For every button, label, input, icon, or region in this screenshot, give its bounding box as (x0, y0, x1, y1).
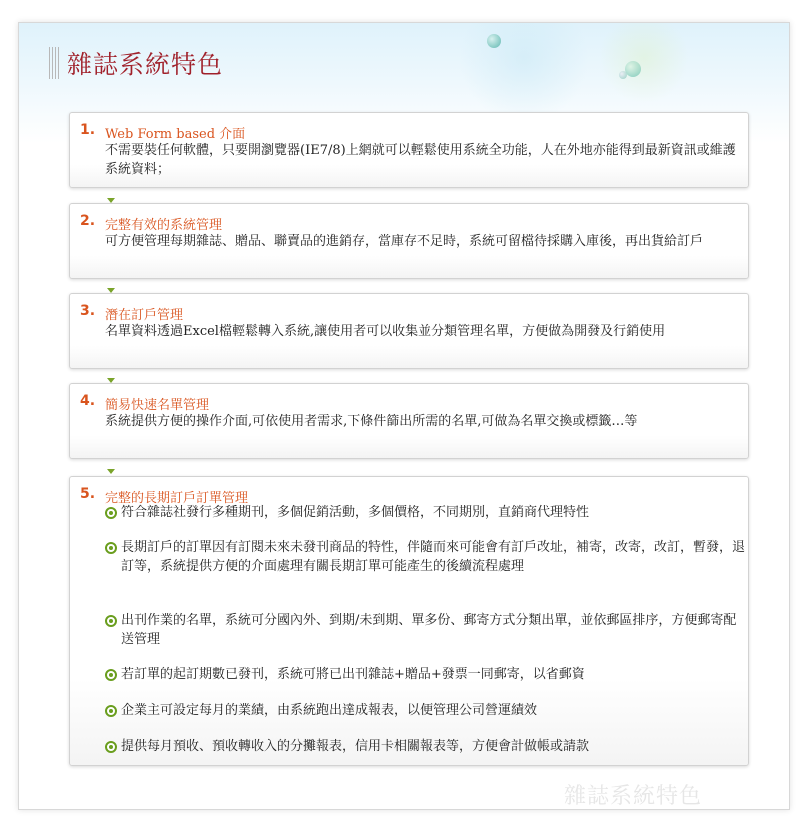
list-item-text: 提供每月預收、預收轉收入的分攤報表，信用卡相關報表等，方便會計做帳或請款 (121, 739, 590, 754)
list-item-text: 企業主可設定每月的業績，由系統跑出達成報表，以便管理公司營運績效 (121, 703, 538, 718)
list-item (105, 737, 747, 756)
feature-panel (18, 22, 790, 810)
list-item-text: 若訂單的起訂期數已發刊，系統可將已出刊雜誌+贈品+發票一同郵寄，以省郵資 (121, 667, 585, 682)
feature-number: 5. (80, 486, 96, 502)
list-item (105, 503, 747, 522)
list-item (105, 665, 747, 684)
bullet-icon (105, 705, 117, 717)
feature-heading: 簡易快速名單管理 (105, 398, 210, 413)
feature-description: 可方便管理每期雜誌、贈品、聯賣品的進銷存，當庫存不足時，系統可留檔待採購入庫後，再出貨給訂戶 (105, 234, 704, 249)
feature-heading: 完整有效的系統管理 (105, 218, 223, 233)
feature-description: 不需要裝任何軟體，只要開瀏覽器(IE7/8)上網就可以輕鬆使用系統全功能，人在外地亦能得到最新資訊或維護系統資料； (105, 143, 736, 177)
bullet-icon (105, 542, 117, 554)
feature-number: 3. (80, 303, 96, 319)
list-item-text: 長期訂戶的訂單因有訂閱未來未發刊商品的特性，伴隨而來可能會有訂戶改址，補寄，改寄，改訂，暫發，退訂等，系統提供方便的介面處理有關長期訂單可能產生的後續流程處理 (121, 540, 746, 574)
feature-description: 系統提供方便的操作介面,可依使用者需求,下條件篩出所需的名單,可做為名單交換或標籤…等 (105, 414, 638, 429)
list-item (105, 701, 747, 720)
down-arrow-icon (107, 469, 115, 474)
feature-number: 2. (80, 213, 96, 229)
list-item-text: 符合雜誌社發行多種期刊，多個促銷活動，多個價格，不同期別，直銷商代理特性 (121, 505, 590, 520)
feature-heading: Web Form based 介面 (105, 127, 246, 142)
feature-heading: 完整的長期訂戶訂單管理 (105, 491, 249, 506)
feature-heading: 潛在訂戶管理 (105, 308, 184, 323)
bullet-icon (105, 669, 117, 681)
title-marker (49, 47, 59, 79)
watermark: 雜誌系統特色 (564, 784, 703, 809)
feature-card-5 (69, 476, 749, 766)
page-title: 雜誌系統特色 (67, 50, 224, 79)
decorative-bubble (487, 34, 501, 48)
feature-number: 1. (80, 122, 96, 138)
bullet-icon (105, 507, 117, 519)
feature-card-2 (69, 203, 749, 279)
feature-card-3 (69, 293, 749, 369)
decorative-bubble (599, 22, 689, 103)
bullet-icon (105, 615, 117, 627)
feature-card-4 (69, 383, 749, 459)
feature-description: 名單資料透過Excel檔輕鬆轉入系統,讓使用者可以收集並分類管理名單，方便做為開發及行銷使用 (105, 324, 666, 339)
decorative-bubble (459, 22, 589, 123)
list-item-text: 出刊作業的名單，系統可分國內外、到期/未到期、單多份、郵寄方式分類出單，並依郵區排序，方便郵寄配送管理 (121, 613, 737, 647)
list-item (105, 611, 747, 649)
list-item (105, 538, 747, 576)
bullet-icon (105, 741, 117, 753)
feature-card-1 (69, 112, 749, 188)
feature-number: 4. (80, 393, 96, 409)
